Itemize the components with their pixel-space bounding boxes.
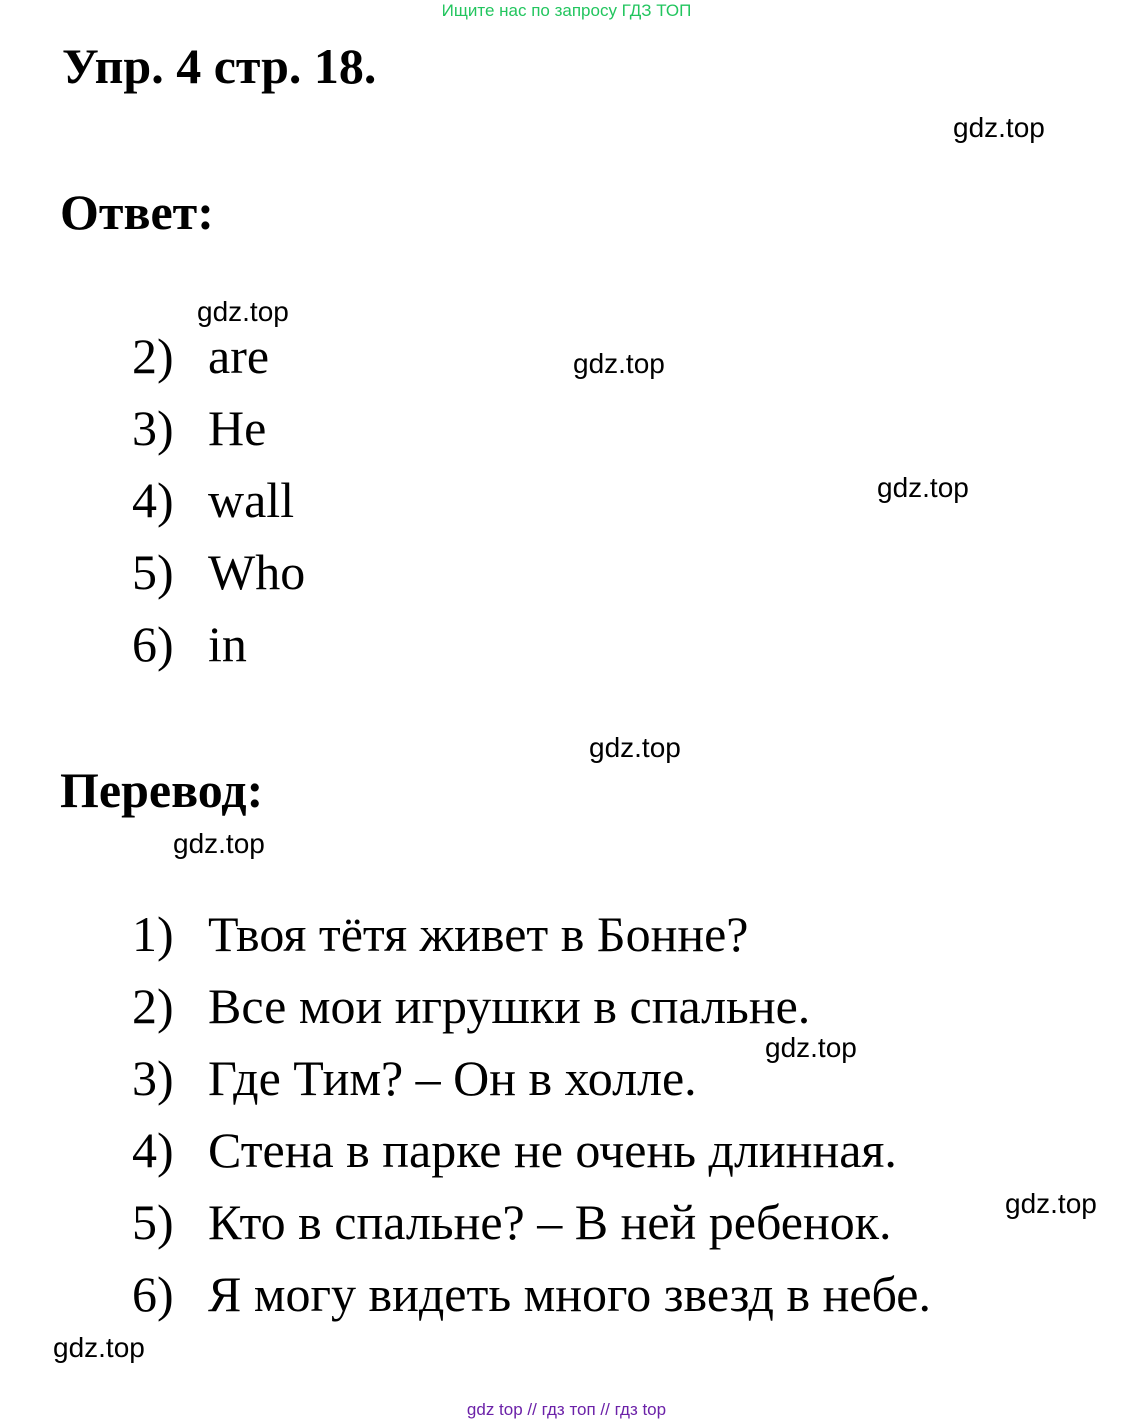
- translation-item: [132, 1258, 931, 1330]
- translation-item: [132, 1114, 931, 1186]
- answer-heading: Ответ:: [60, 184, 214, 240]
- answer-item-text: in: [208, 616, 247, 672]
- translation-item: [132, 898, 931, 970]
- translation-item-number: 4): [132, 1122, 174, 1178]
- top-banner: Ищите нас по запросу ГДЗ ТОП: [441, 1, 692, 20]
- translation-item-number: 3): [132, 1050, 174, 1106]
- watermark: gdz.top: [173, 828, 265, 859]
- answer-item-number: 2): [132, 328, 174, 384]
- answer-item-text: wall: [208, 472, 295, 528]
- answer-item-text: He: [208, 400, 267, 456]
- watermark: gdz.top: [53, 1332, 145, 1363]
- translation-item-number: 6): [132, 1266, 174, 1322]
- answer-item-number: 6): [132, 616, 174, 672]
- answer-list: [132, 320, 305, 680]
- translation-item-text: Кто в спальне? – В ней ребенок.: [208, 1194, 892, 1250]
- translation-item-number: 2): [132, 978, 174, 1034]
- translation-heading: Перевод:: [60, 762, 264, 818]
- translation-item-text: Где Тим? – Он в холле.: [208, 1050, 697, 1106]
- watermark: gdz.top: [1005, 1188, 1097, 1219]
- answer-item: [132, 392, 305, 464]
- translation-list: [132, 898, 931, 1330]
- translation-item-text: Стена в парке не очень длинная.: [208, 1122, 897, 1178]
- translation-item-text: Все мои игрушки в спальне.: [208, 978, 811, 1034]
- translation-item-text: Твоя тётя живет в Бонне?: [208, 906, 749, 962]
- translation-item: [132, 1186, 931, 1258]
- watermark: gdz.top: [953, 112, 1045, 143]
- watermark: gdz.top: [589, 732, 681, 763]
- answer-item: [132, 464, 305, 536]
- answer-item: [132, 320, 305, 392]
- answer-item-number: 4): [132, 472, 174, 528]
- watermark: gdz.top: [765, 1032, 857, 1063]
- watermark: gdz.top: [573, 348, 665, 379]
- footer-links: gdz top // гдз топ // гдз top: [466, 1400, 667, 1419]
- answer-item-text: are: [208, 328, 270, 384]
- answer-item: [132, 536, 305, 608]
- answer-item-number: 5): [132, 544, 174, 600]
- translation-item-number: 5): [132, 1194, 174, 1250]
- translation-item-text: Я могу видеть много звезд в небе.: [208, 1266, 931, 1322]
- answer-item: [132, 608, 305, 680]
- answer-item-text: Who: [208, 544, 306, 600]
- answer-item-number: 3): [132, 400, 174, 456]
- watermark: gdz.top: [197, 296, 289, 327]
- translation-item-number: 1): [132, 906, 174, 962]
- page-title: Упр. 4 стр. 18.: [62, 38, 377, 94]
- watermark: gdz.top: [877, 472, 969, 503]
